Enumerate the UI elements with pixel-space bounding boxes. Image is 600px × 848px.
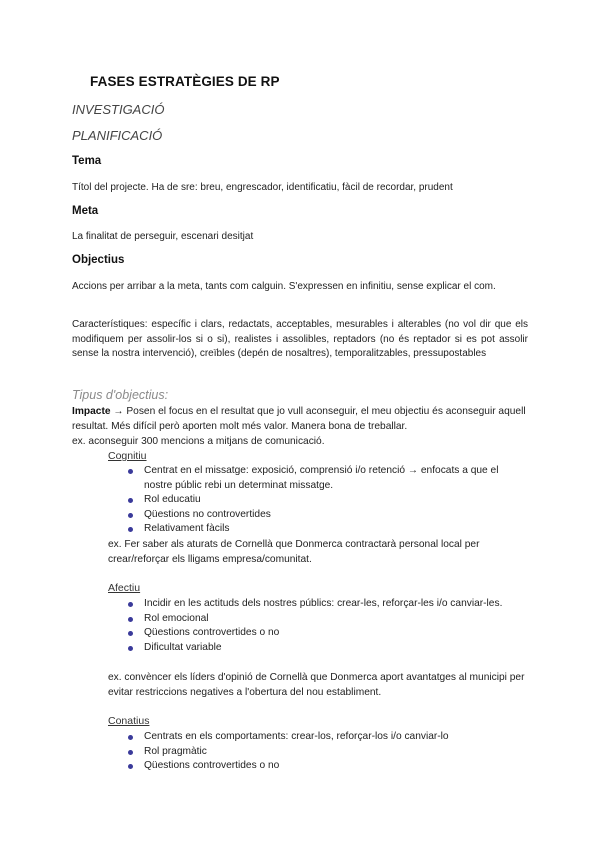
- list-item: Rol pragmàtic: [128, 745, 528, 760]
- afectiu-example: ex. convèncer els líders d'opinió de Cornellà que Donmerca aport avantatges al municipi per evitar restriccions negatives a l'obertura del nou establiment.: [108, 672, 525, 698]
- bullet-icon: [128, 764, 133, 769]
- bullet-icon: [128, 750, 133, 755]
- objectius-text: Accions per arribar a la meta, tants com calguin. S'expressen en infinitiu, sense explicar el com.: [72, 281, 496, 292]
- list-item: Centrat en el missatge: exposició, comprensió i/o retenció → enfocats a que el nostre públic rebi un determinat missatge.: [128, 464, 528, 493]
- list-item: Qüestions controvertides o no: [128, 626, 508, 641]
- list-item: Dificultat variable: [128, 641, 508, 656]
- page-title: FASES ESTRATÈGIES DE RP: [90, 74, 280, 89]
- conatius-label: Conatius: [108, 715, 150, 727]
- list-item: Rol educatiu: [128, 493, 528, 508]
- cognitiu-list: [128, 464, 528, 537]
- list-item: Qüestions controvertides o no: [128, 759, 528, 774]
- bullet-icon: [128, 631, 133, 636]
- bullet-icon: [128, 527, 133, 532]
- list-item: Relativament fàcils: [128, 522, 528, 537]
- conatius-list: [128, 730, 528, 774]
- meta-text: La finalitat de perseguir, escenari desitjat: [72, 231, 254, 242]
- list-item: Rol emocional: [128, 612, 508, 627]
- meta-heading: Meta: [72, 205, 99, 217]
- impacte-paragraph: [72, 404, 532, 434]
- phase-planificacio: PLANIFICACIÓ: [72, 128, 163, 143]
- caracteristiques-text: Característiques: específic i clars, redactats, acceptables, mesurables i alterables (no vol dir que els modifiquem per assolir-los si o si), realistes i assolibles, reptadors (no és reptador si es pot assolir sense la nostra intervenció), creïbles (depén de nosaltres), temporalitzables, pressupostables: [72, 319, 528, 359]
- tema-text: Títol del projecte. Ha de sre: breu, engrescador, identificatiu, fàcil de recordar, prudent: [72, 182, 453, 193]
- tema-heading: Tema: [72, 155, 102, 167]
- cognitiu-example: ex. Fer saber als aturats de Cornellà que Donmerca contractarà personal local per crear/reforçar els lligams empresa/comunitat.: [108, 539, 480, 565]
- impacte-label: Impacte: [72, 406, 111, 417]
- bullet-icon: [128, 469, 133, 474]
- afectiu-label: Afectiu: [108, 582, 141, 594]
- bullet-icon: [128, 646, 133, 651]
- list-item: Incidir en les actituds dels nostres públics: crear-les, reforçar-les i/o canviar-les.: [128, 597, 508, 612]
- list-item: Centrats en els comportaments: crear-los, reforçar-los i/o canviar-lo: [128, 730, 528, 745]
- afectiu-list: [128, 597, 508, 655]
- bullet-icon: [128, 513, 133, 518]
- list-item: Qüestions no controvertides: [128, 508, 528, 523]
- bullet-icon: [128, 735, 133, 740]
- objectius-heading: Objectius: [72, 254, 125, 266]
- bullet-icon: [128, 498, 133, 503]
- cognitiu-label: Cognitiu: [108, 450, 147, 462]
- phase-investigacio: INVESTIGACIÓ: [72, 102, 165, 117]
- bullet-icon: [128, 602, 133, 607]
- impacte-text: → Posen el focus en el resultat que jo vull aconseguir, el meu objectiu és aconseguir aquell resultat. Més difícil però aporten molt més valor. Manera bona de treballar.: [72, 406, 526, 432]
- tipus-objectius-title: Tipus d'objectius:: [72, 388, 169, 402]
- bullet-icon: [128, 617, 133, 622]
- impacte-example: ex. aconseguir 300 mencions a mitjans de comunicació.: [72, 436, 325, 447]
